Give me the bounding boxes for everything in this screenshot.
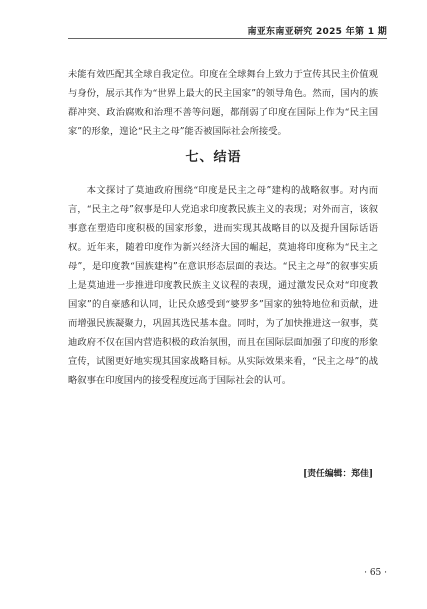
editor-credit: [责任编辑：郑佳] xyxy=(303,469,373,479)
header-divider xyxy=(68,38,387,39)
journal-header: 南亚东南亚研究 2025 年第 1 期 xyxy=(247,27,387,37)
page-number: · 65 · xyxy=(364,568,387,578)
continuation-paragraph: 未能有效匹配其全球自我定位。印度在全球舞台上致力于宣传其民主价值观与身份，展示其作为“世界上最大的民主国家”的领导角色。然而，国内的族群冲突、政治腐败和治理不善等问题，都削弱了印度在国际上作为“民主国家”的形象，遑论“民主之母”能否被国际社会所接受。 xyxy=(68,69,378,137)
section-title: 七、结语 xyxy=(185,150,242,165)
conclusion-paragraph: 本文探讨了莫迪政府围绕“印度是民主之母”建构的战略叙事。对内而言，“民主之母”叙事是印人党追求印度教民族主义的表现；对外而言，该叙事意在塑造印度积极的国家形象，进而实现其战略目的以及提升国际话语权。近年来，随着印度作为新兴经济大国的崛起，莫迪将印度称为“民主之母”，是印度教“国族建构”在意识形态层面的表达。“民主之母”的叙事实质上是莫迪进一步推进印度教民族主义议程的表现，通过激发民众对“印度教国家”的自豪感和认同，让民众感受到“婆罗多”国家的独特地位和贡献，进而增强民族凝聚力，巩固其选民基本盘。同时，为了加快推进这一叙事，莫迪政府不仅在国内营造积极的政治氛围，而且在国际层面加强了印度的形象宣传，试图更好地实现其国家战略目标。从实际效果来看，“民主之母”的战略叙事在印度国内的接受程度远高于国际社会的认可。 xyxy=(68,185,378,386)
